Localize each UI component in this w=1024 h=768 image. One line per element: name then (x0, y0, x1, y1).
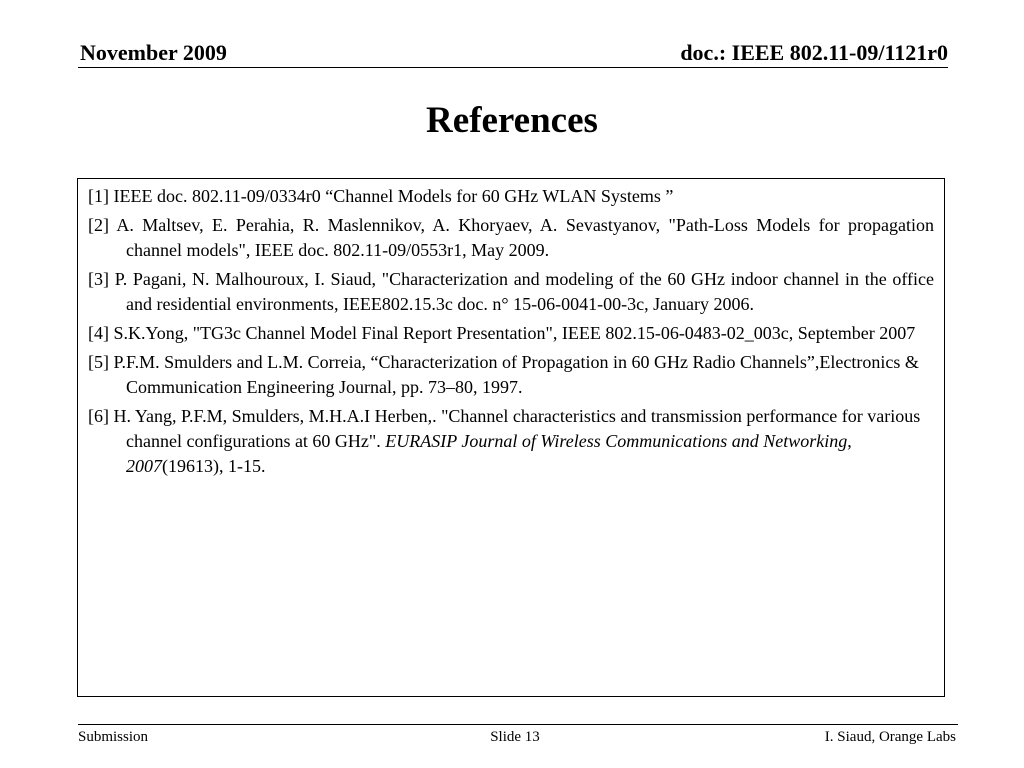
reference-4 (88, 321, 934, 346)
header-date: November 2009 (80, 40, 227, 65)
reference-text: S.K.Yong, "TG3c Channel Model Final Report Presentation", IEEE 802.15-06-0483-02_003c, September 2007 (113, 323, 916, 343)
reference-text: H. Yang, P.F.M, Smulders, M.H.A.I Herben,. "Channel characteristics and transmission performance for various channel configurations at 60 GHz". (113, 406, 921, 451)
reference-text: P.F.M. Smulders and L.M. Correia, “Characterization of Propagation in 60 GHz Radio Channels”,Electronics & Communication Engineering Journal, pp. 73–80, 1997. (113, 352, 919, 397)
reference-number: [1] (88, 186, 109, 206)
footer-divider (78, 724, 958, 725)
reference-1 (88, 184, 934, 209)
reference-number: [2] (88, 215, 109, 235)
slide-title: References (426, 100, 598, 141)
reference-text: A. Maltsev, E. Perahia, R. Maslennikov, A. Khoryaev, A. Sevastyanov, "Path-Loss Models for propagation channel models", IEEE doc. 802.11-09/0553r1, May 2009. (116, 215, 934, 260)
reference-journal: EURASIP Journal of Wireless Communications and Networking (385, 431, 848, 451)
footer-slide-number: Slide 13 (490, 729, 540, 745)
reference-number: [5] (88, 352, 109, 372)
reference-number: [4] (88, 323, 109, 343)
reference-5 (88, 350, 934, 400)
footer-author: I. Siaud, Orange Labs (824, 729, 956, 745)
reference-year: 2007 (126, 456, 162, 476)
reference-text: IEEE doc. 802.11-09/0334r0 “Channel Models for 60 GHz WLAN Systems ” (113, 186, 674, 206)
references-box (77, 178, 945, 697)
reference-2 (88, 213, 934, 263)
header-doc-id: doc.: IEEE 802.11-09/1121r0 (680, 40, 948, 65)
reference-number: [3] (88, 269, 109, 289)
header-divider (78, 67, 948, 68)
footer-submission: Submission (78, 729, 149, 745)
reference-text-end: (19613), 1-15. (162, 456, 266, 476)
reference-separator: , (847, 431, 852, 451)
reference-3 (88, 267, 934, 317)
reference-text: P. Pagani, N. Malhouroux, I. Siaud, "Characterization and modeling of the 60 GHz indoor channel in the office and residential environments, IEEE802.15.3c doc. n° 15-06-0041-00-3c, January 2006. (114, 269, 935, 314)
reference-number: [6] (88, 406, 109, 426)
reference-6 (88, 404, 934, 479)
